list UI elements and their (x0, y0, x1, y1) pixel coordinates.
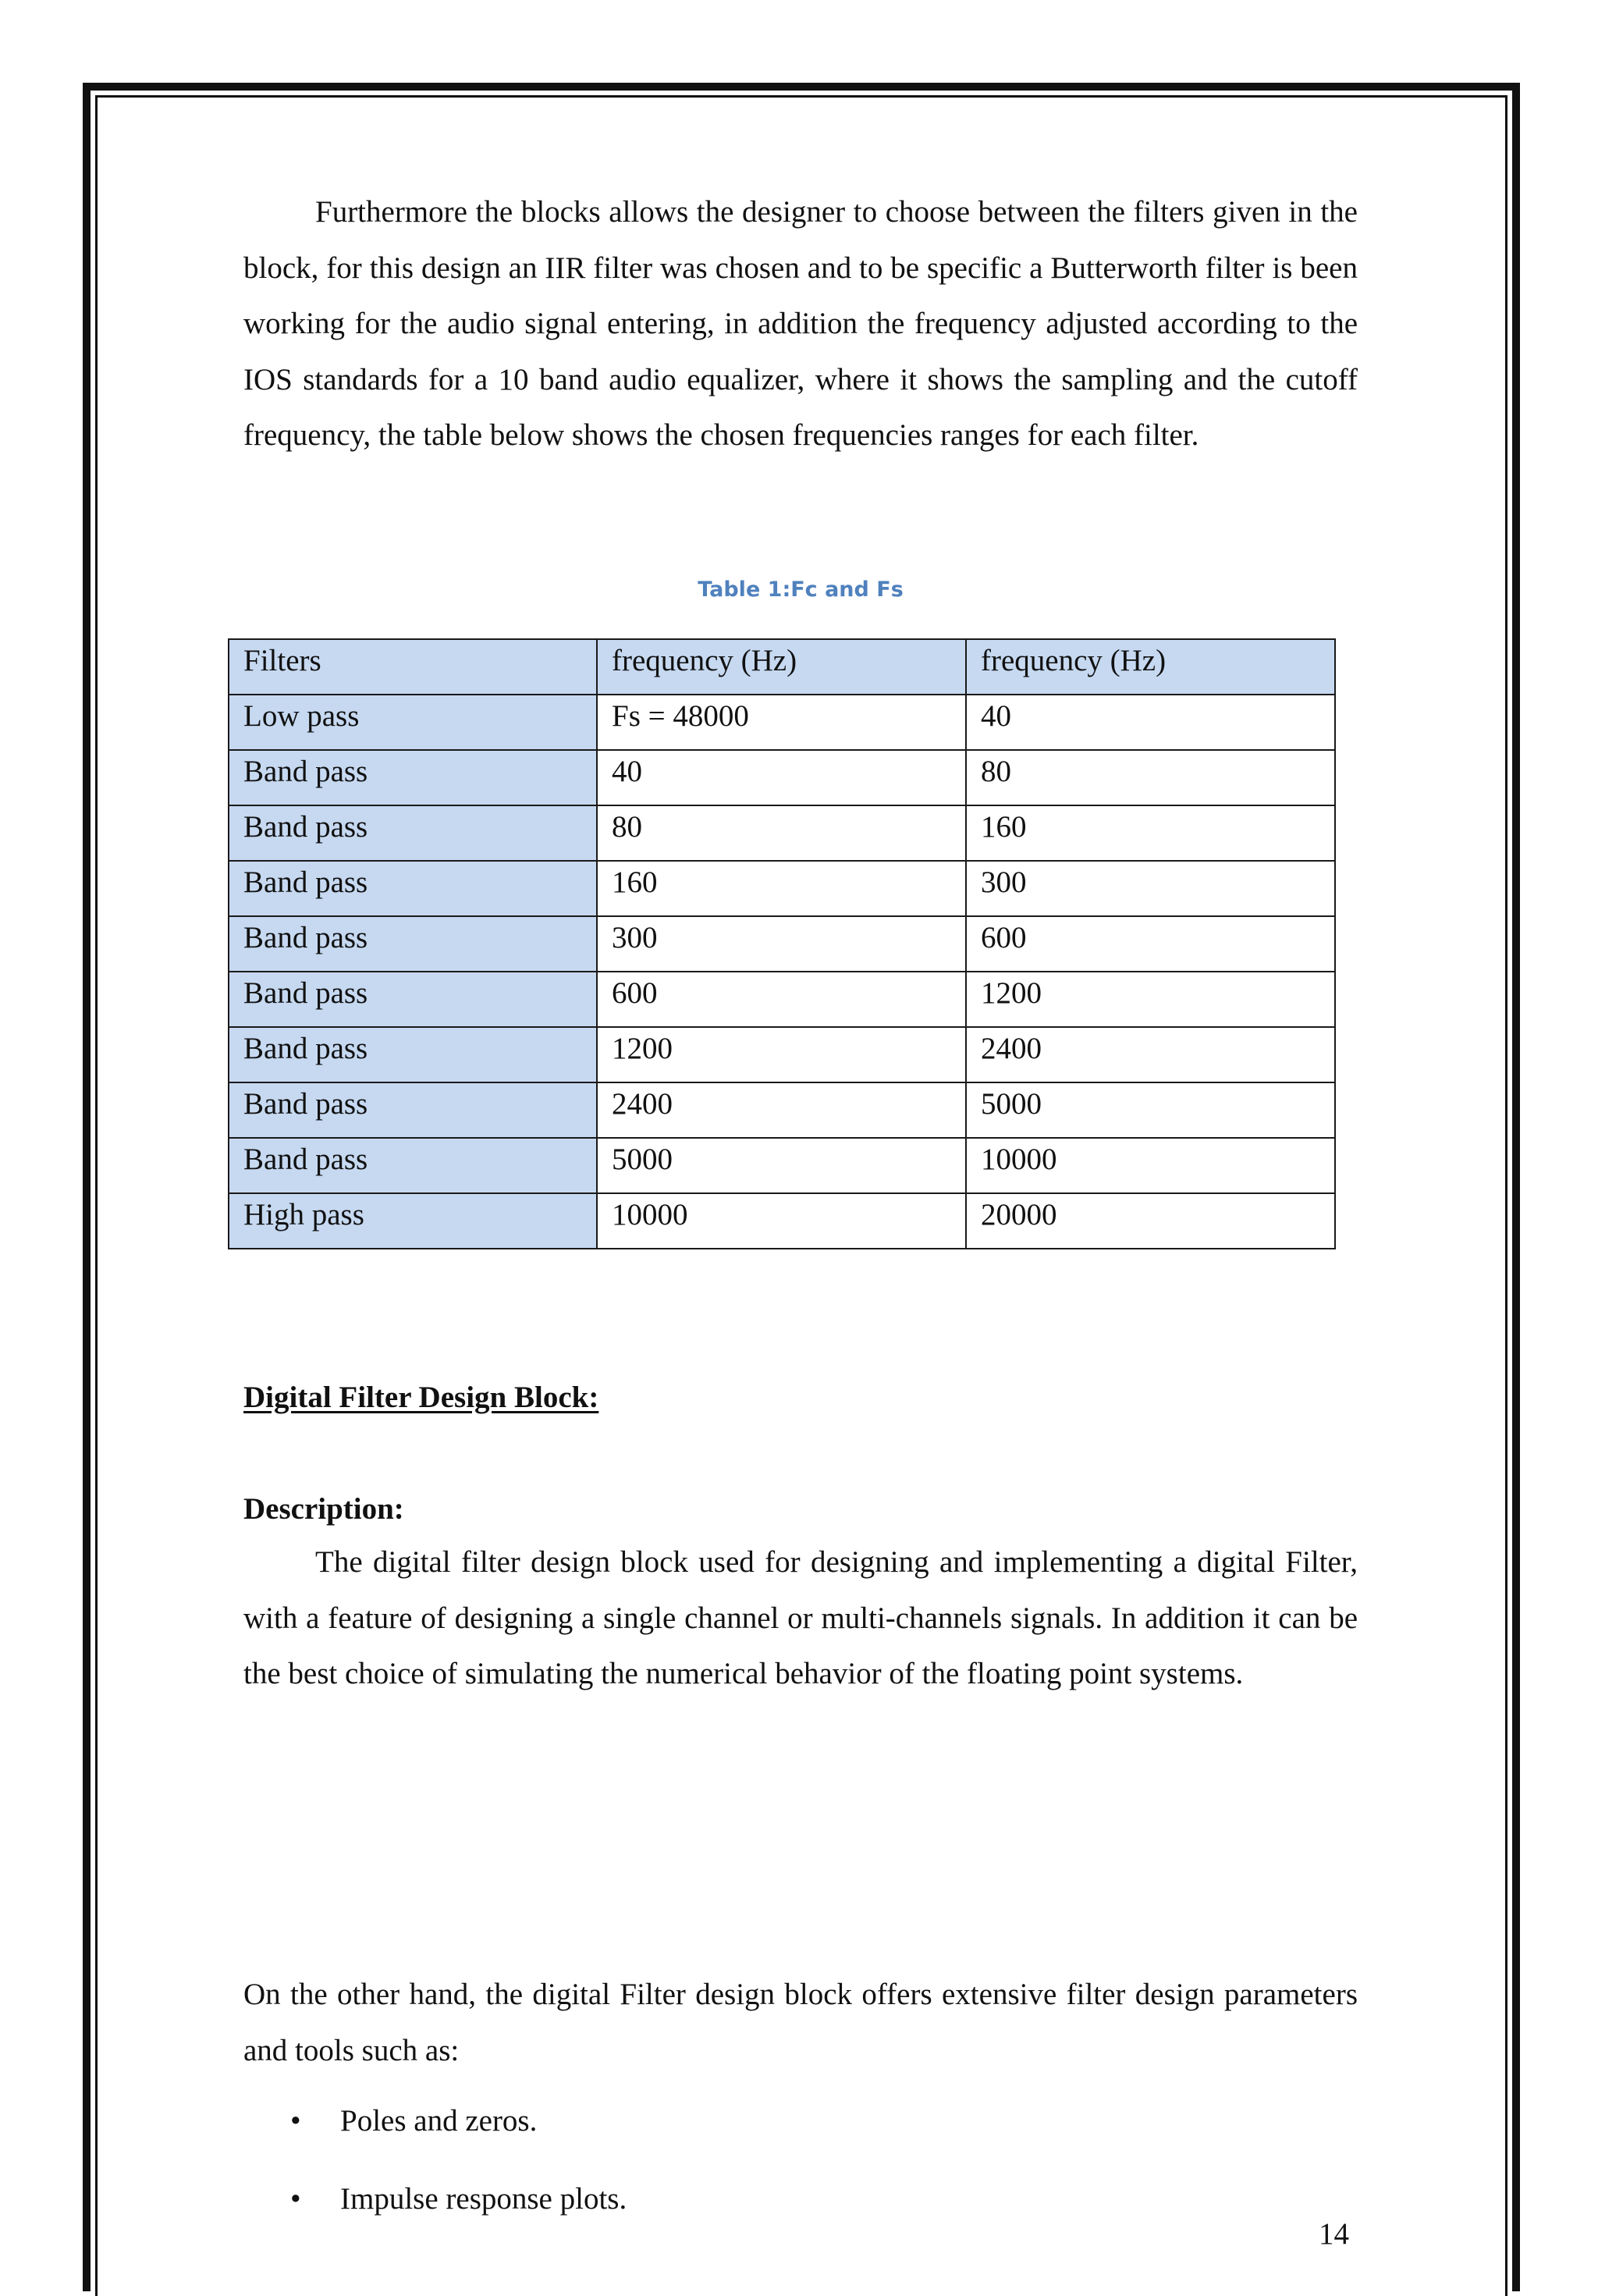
table-cell: 80 (597, 805, 966, 861)
table-cell: Band pass (229, 972, 597, 1027)
table-cell: 600 (597, 972, 966, 1027)
table-cell: 2400 (597, 1082, 966, 1138)
tools-block (243, 1967, 1358, 2078)
table-row (229, 1138, 1335, 1193)
list-item-text: Impulse response plots. (340, 2182, 627, 2216)
table-cell: 10000 (597, 1193, 966, 1249)
table-header-cell: frequency (Hz) (597, 639, 966, 695)
table-cell: 20000 (966, 1193, 1335, 1249)
table-cell: Band pass (229, 1027, 597, 1082)
table-header-cell: Filters (229, 639, 597, 695)
description-heading: Description: (243, 1492, 404, 1526)
table-row (229, 805, 1335, 861)
table-row (229, 695, 1335, 750)
tools-paragraph: On the other hand, the digital Filter design block offers extensive filter design parameters and tools such as: (243, 1978, 1358, 2067)
table-cell: Band pass (229, 750, 597, 805)
intro-paragraph: Furthermore the blocks allows the designer to choose between the filters given in the block, for this design an IIR filter was chosen and to be specific a Butterworth filter is been working for the audio signal entering, in addition the frequency adjusted according to the IOS standards for a 10 band audio equalizer, where it shows the sampling and the cutoff frequency, the table below shows the chosen frequencies ranges for each filter. (243, 195, 1358, 452)
bullet-icon: • (290, 2182, 301, 2216)
table-caption: Table 1:Fc and Fs (698, 578, 904, 602)
table-header-row (229, 639, 1335, 695)
table-cell: 10000 (966, 1138, 1335, 1193)
table-row (229, 1082, 1335, 1138)
table-cell: 5000 (966, 1082, 1335, 1138)
table-row (229, 1193, 1335, 1249)
table-cell: 40 (966, 695, 1335, 750)
table-cell: Band pass (229, 805, 597, 861)
tools-list (243, 2098, 627, 2254)
page-number: 14 (1319, 2217, 1349, 2251)
table-row (229, 916, 1335, 972)
section-heading: Digital Filter Design Block: (243, 1381, 599, 1414)
table-cell: 1200 (966, 972, 1335, 1027)
table-row (229, 750, 1335, 805)
table-cell: 600 (966, 916, 1335, 972)
page-content (243, 184, 1358, 2216)
table-cell: High pass (229, 1193, 597, 1249)
table-cell: 40 (597, 750, 966, 805)
table-row (229, 1027, 1335, 1082)
table-cell: 300 (597, 916, 966, 972)
table-cell: Fs = 48000 (597, 695, 966, 750)
table-row (229, 861, 1335, 916)
table-cell: Low pass (229, 695, 597, 750)
table-cell: Band pass (229, 1082, 597, 1138)
list-item-text: Poles and zeros. (340, 2104, 538, 2138)
table-cell: 160 (966, 805, 1335, 861)
table-cell: Band pass (229, 861, 597, 916)
description-block (243, 1534, 1358, 1702)
table-cell: 80 (966, 750, 1335, 805)
table-header-cell: frequency (Hz) (966, 639, 1335, 695)
description-paragraph: The digital filter design block used for designing and implementing a digital Filter, with a feature of designing a single channel or multi-channels signals. In addition it can be the best choice of simulating the numerical behavior of the floating point systems. (243, 1545, 1358, 1690)
table-cell: Band pass (229, 916, 597, 972)
list-item (243, 2098, 627, 2176)
table-cell: 160 (597, 861, 966, 916)
table-cell: Band pass (229, 1138, 597, 1193)
table-row (229, 972, 1335, 1027)
table-cell: 2400 (966, 1027, 1335, 1082)
bullet-icon: • (290, 2104, 301, 2138)
table-cell: 1200 (597, 1027, 966, 1082)
frequency-table (228, 638, 1336, 1249)
list-item (243, 2176, 627, 2254)
table-cell: 5000 (597, 1138, 966, 1193)
table-cell: 300 (966, 861, 1335, 916)
